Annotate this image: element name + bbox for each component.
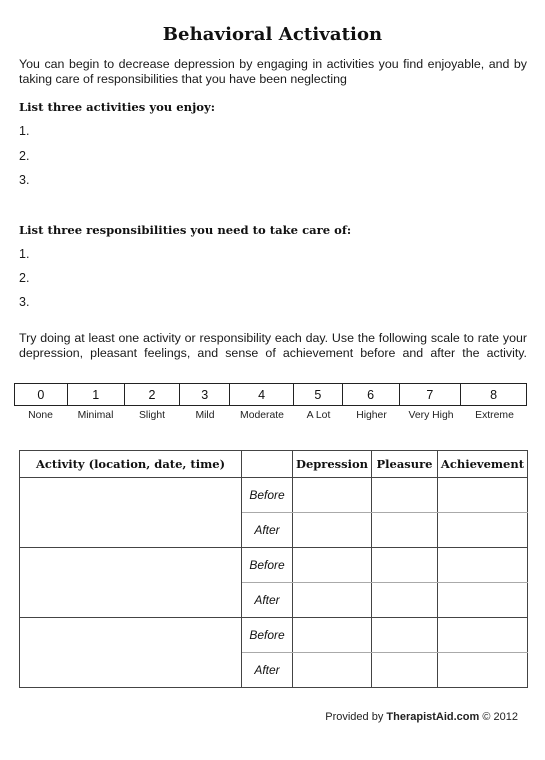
activity-cell[interactable] <box>20 478 242 548</box>
table-row <box>20 478 528 513</box>
header-depression: Depression <box>293 451 372 478</box>
achievement-before-cell[interactable] <box>438 548 528 583</box>
page-title: Behavioral Activation <box>162 24 383 45</box>
footer-brand[interactable]: TherapistAid.com <box>386 711 480 723</box>
table-row <box>20 618 528 653</box>
after-label: After <box>242 583 293 618</box>
depression-after-cell[interactable] <box>293 653 372 688</box>
intro-paragraph: You can begin to decrease depression by engaging in activities you find enjoyable, and by taking care of responsibilities that you have been neglecting <box>19 57 527 86</box>
after-label: After <box>242 653 293 688</box>
scale-value-3: 3 <box>180 384 230 405</box>
scale-label-0: None <box>28 410 53 421</box>
before-label: Before <box>242 548 293 583</box>
header-pleasure: Pleasure <box>372 451 438 478</box>
header-when <box>242 451 293 478</box>
pleasure-after-cell[interactable] <box>372 653 438 688</box>
depression-before-cell[interactable] <box>293 478 372 513</box>
footer-prefix: Provided by <box>325 711 387 723</box>
achievement-after-cell[interactable] <box>438 513 528 548</box>
achievement-after-cell[interactable] <box>438 583 528 618</box>
activity-cell[interactable] <box>20 548 242 618</box>
scale-label-6: Higher <box>356 410 387 421</box>
scale-value-8: 8 <box>490 387 498 402</box>
activity-item-3: 3. <box>19 173 30 187</box>
depression-after-cell[interactable] <box>293 513 372 548</box>
scale-label-2: Slight <box>139 410 165 421</box>
pleasure-before-cell[interactable] <box>372 478 438 513</box>
before-label: Before <box>242 478 293 513</box>
responsibilities-heading: List three responsibilities you need to take care of: <box>19 223 352 237</box>
scale-value-7: 7 <box>400 384 462 405</box>
activity-log-table <box>19 450 528 688</box>
responsibility-item-1: 1. <box>19 247 30 261</box>
scale-value-5: 5 <box>294 384 343 405</box>
activity-cell[interactable] <box>20 618 242 688</box>
pleasure-after-cell[interactable] <box>372 583 438 618</box>
activities-heading: List three activities you enjoy: <box>19 100 216 114</box>
scale-label-7: Very High <box>408 410 454 421</box>
footer-credit <box>325 711 518 723</box>
scale-instruction: Try doing at least one activity or responsibility each day. Use the following scale to rate your depression, pleasant feelings, and sense of achievement before and after the activity. <box>19 331 527 360</box>
depression-before-cell[interactable] <box>293 618 372 653</box>
scale-value-1: 1 <box>68 384 125 405</box>
depression-before-cell[interactable] <box>293 548 372 583</box>
header-activity: Activity (location, date, time) <box>20 451 242 478</box>
scale-label-3: Mild <box>195 410 215 421</box>
responsibility-item-2: 2. <box>19 271 30 285</box>
before-label: Before <box>242 618 293 653</box>
scale-label-5: A Lot <box>306 410 331 421</box>
pleasure-before-cell[interactable] <box>372 548 438 583</box>
table-header-row <box>20 451 528 478</box>
header-achievement: Achievement <box>438 451 528 478</box>
scale-value-6: 6 <box>343 384 400 405</box>
scale-label-8: Extreme <box>475 410 514 421</box>
table-row <box>20 548 528 583</box>
depression-after-cell[interactable] <box>293 583 372 618</box>
scale-value-4: 4 <box>230 384 294 405</box>
achievement-after-cell[interactable] <box>438 653 528 688</box>
achievement-before-cell[interactable] <box>438 618 528 653</box>
responsibility-item-3: 3. <box>19 295 30 309</box>
scale-value-2: 2 <box>125 384 181 405</box>
rating-scale <box>14 383 527 406</box>
activity-item-2: 2. <box>19 149 30 163</box>
after-label: After <box>242 513 293 548</box>
scale-label-1: Minimal <box>77 410 114 421</box>
activity-item-1: 1. <box>19 124 30 138</box>
scale-labels <box>14 410 527 421</box>
footer-suffix: © 2012 <box>479 711 518 723</box>
scale-value-0: 0 <box>15 384 68 405</box>
achievement-before-cell[interactable] <box>438 478 528 513</box>
pleasure-before-cell[interactable] <box>372 618 438 653</box>
scale-label-4: Moderate <box>240 410 284 421</box>
pleasure-after-cell[interactable] <box>372 513 438 548</box>
